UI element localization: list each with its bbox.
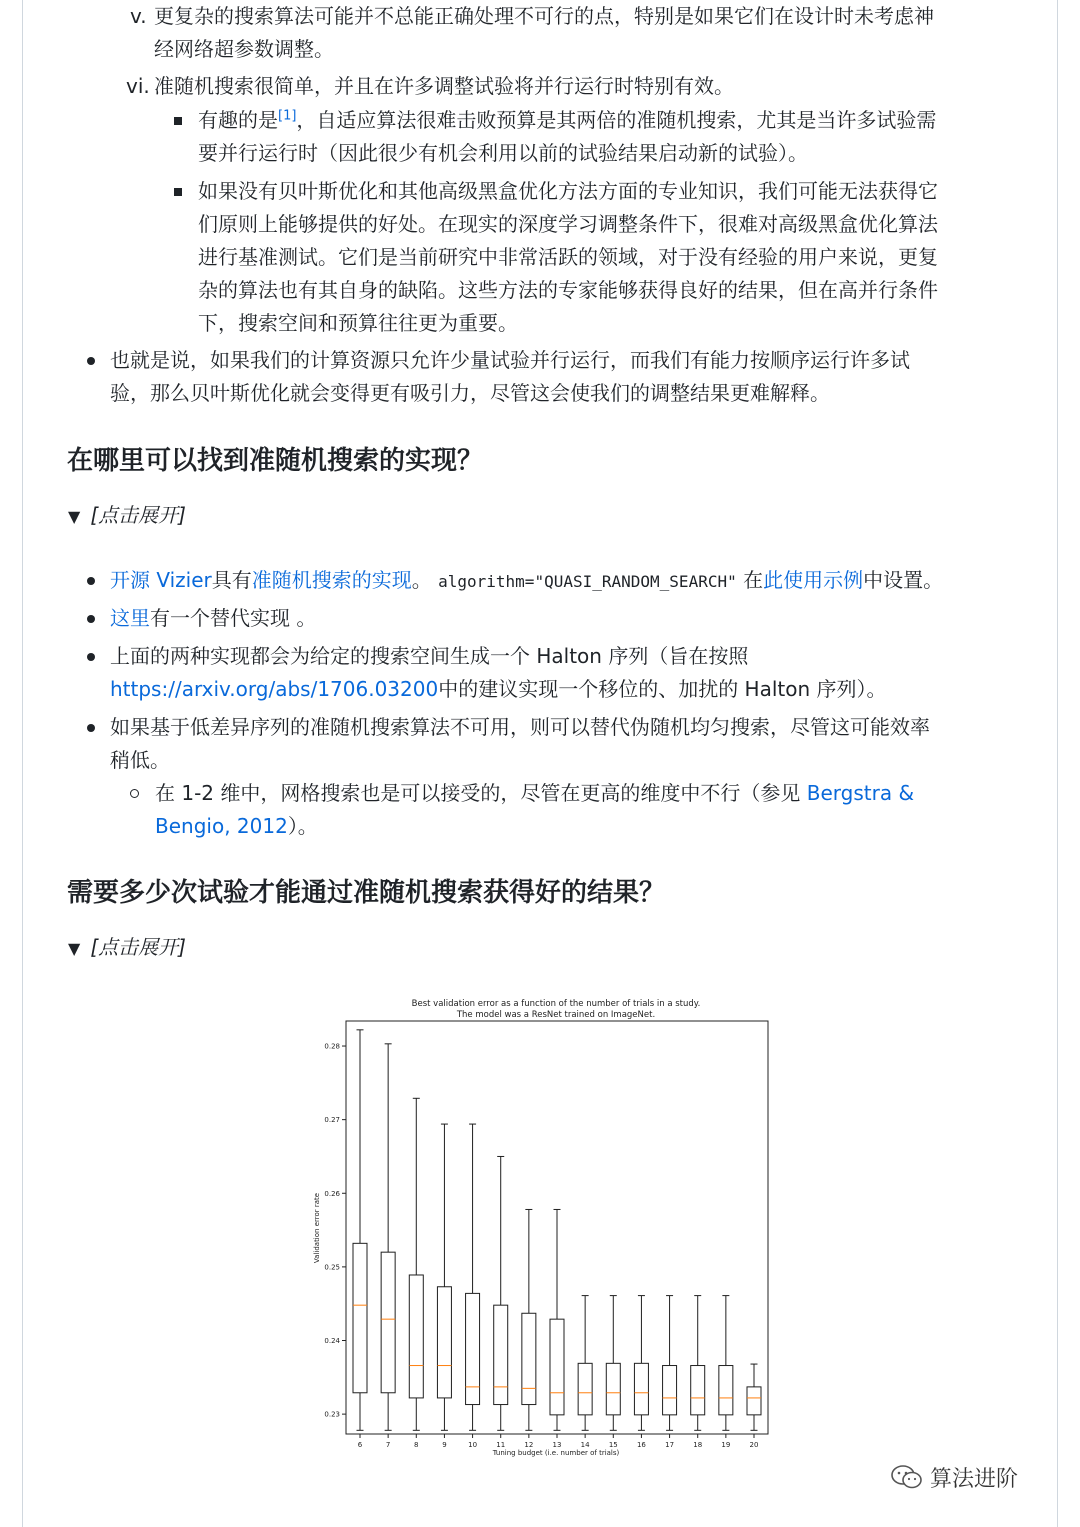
x-tick-label: 15 <box>608 1441 618 1449</box>
bullet-line2: 验，那么贝叶斯优化就会变得更有吸引力，尽管这会使我们的调整结果更难解释。 <box>110 381 830 405</box>
vizier-link[interactable]: 开源 Vizier <box>110 568 212 592</box>
impl-bullet-2-text: 有一个替代实现 。 <box>150 606 317 630</box>
circle-bullet-icon <box>130 789 139 798</box>
disc-bullet-icon <box>87 357 95 365</box>
sub-item-1-text-b: ，自适应算法很难击败预算是其两倍的准随机搜索，尤其是当许多试验需 <box>296 108 937 132</box>
y-tick-label: 0.25 <box>324 1263 340 1272</box>
box <box>663 1366 677 1415</box>
x-tick-label: 6 <box>357 1441 363 1449</box>
section-heading-implementations: 在哪里可以找到准随机搜索的实现？ <box>67 446 484 476</box>
box <box>466 1293 480 1404</box>
usage-example-link[interactable]: 此使用示例 <box>763 568 864 592</box>
list-item-v-line2: 经网络超参数调整。 <box>154 37 334 61</box>
box <box>409 1275 423 1398</box>
box <box>606 1363 620 1415</box>
disc-bullet-icon <box>87 724 95 732</box>
x-tick-label: 10 <box>468 1441 478 1449</box>
x-tick-label: 17 <box>665 1441 675 1449</box>
box <box>550 1319 564 1415</box>
bergstra-link-a[interactable]: Bergstra & <box>806 781 915 805</box>
y-tick-label: 0.27 <box>324 1116 340 1125</box>
chart-title: Best validation error as a function of the number of trials in a study. <box>411 999 701 1009</box>
box <box>691 1366 705 1415</box>
bergstra-link-b[interactable]: Bengio, 2012 <box>155 814 288 838</box>
box <box>494 1305 508 1404</box>
triangle-down-icon: ▼ <box>68 507 81 526</box>
x-tick-label: 7 <box>385 1441 391 1449</box>
x-tick-label: 12 <box>524 1441 534 1449</box>
details-toggle-1-label: [点击展开] <box>90 503 186 527</box>
triangle-down-icon: ▼ <box>68 939 81 958</box>
disc-bullet-icon <box>87 615 95 623</box>
alt-impl-link[interactable]: 这里 <box>110 606 150 630</box>
impl-bullet-1 <box>110 564 943 598</box>
sub-item-2-line2: 们原则上能够提供的好处。在现实的深度学习调整条件下，很难对高级黑盒优化算法 <box>198 212 938 236</box>
list-item-vi: 准随机搜索很简单，并且在许多调整试验将并行运行时特别有效。 <box>154 74 734 98</box>
section-heading-how-many-trials: 需要多少次试验才能通过准随机搜索获得好的结果？ <box>67 878 666 908</box>
x-tick-label: 19 <box>721 1441 731 1449</box>
details-toggle-2-label: [点击展开] <box>90 935 186 959</box>
sub-item-1-text-a: 有趣的是 <box>198 108 278 132</box>
x-tick-label: 9 <box>442 1441 447 1449</box>
watermark-text: 算法进阶 <box>930 1467 1019 1492</box>
grid-search-line1 <box>155 777 914 810</box>
box <box>522 1313 536 1404</box>
impl-bullet-3-line1: 上面的两种实现都会为给定的搜索空间生成一个 Halton 序列（旨在按照 <box>110 644 749 668</box>
impl-bullet-4-line2: 稍低。 <box>110 748 170 772</box>
details-toggle-1[interactable] <box>68 500 186 532</box>
watermark <box>890 1462 1018 1496</box>
list-item-v-line1: 更复杂的搜索算法可能并不总能正确处理不可行的点，特别是如果它们在设计时未考虑神 <box>154 4 934 28</box>
square-bullet-icon <box>174 188 182 196</box>
sub-item-2-line3: 进行基准测试。它们是当前研究中非常活跃的领域，对于没有经验的用户来说，更复 <box>198 245 938 269</box>
y-axis-label: Validation error rate <box>313 1192 321 1264</box>
square-bullet-icon <box>174 117 182 125</box>
y-tick-label: 0.23 <box>324 1410 340 1419</box>
chart-subtitle: The model was a ResNet trained on ImageNet. <box>456 1010 656 1020</box>
x-tick-label: 11 <box>496 1441 506 1449</box>
x-tick-label: 20 <box>749 1441 759 1449</box>
box <box>747 1387 761 1415</box>
sub-item-1-line2: 要并行运行时（因此很少有机会利用以前的试验结果启动新的试验）。 <box>198 141 808 165</box>
bullet-line1: 也就是说，如果我们的计算资源只允许少量试验并行运行，而我们有能力按顺序运行许多试 <box>110 348 910 372</box>
box <box>719 1366 733 1415</box>
footnote-ref-link[interactable]: [1] <box>278 108 297 124</box>
sub-item-2-line4: 杂的算法也有其自身的缺陷。这些方法的专家能够获得良好的结果，但在高并行条件 <box>198 278 938 302</box>
y-tick-label: 0.24 <box>324 1337 340 1346</box>
box <box>634 1363 648 1415</box>
impl-bullet-2 <box>110 602 316 635</box>
grid-search-line2 <box>155 810 318 843</box>
x-tick-label: 16 <box>636 1441 646 1449</box>
disc-bullet-icon <box>87 577 95 585</box>
list-marker-vi: vi. <box>126 74 150 98</box>
y-tick-label: 0.28 <box>324 1042 340 1051</box>
impl-bullet-4-line1: 如果基于低差异序列的准随机搜索算法不可用，则可以替代伪随机均匀搜索，尽管这可能效率 <box>110 715 930 739</box>
impl-bullet-1-text2: 。 <box>411 568 439 592</box>
y-tick-label: 0.26 <box>324 1189 340 1198</box>
x-tick-label: 18 <box>693 1441 703 1449</box>
boxplot-chart <box>300 990 790 1460</box>
x-tick-label: 13 <box>552 1441 562 1449</box>
details-toggle-2[interactable] <box>68 932 186 964</box>
grid-search-tail: ）。 <box>287 814 318 838</box>
sub-item-2-line5: 下，搜索空间和预算往往更为重要。 <box>198 311 518 335</box>
wechat-icon <box>890 1464 924 1496</box>
box <box>353 1243 367 1392</box>
impl-bullet-3-text: 中的建议实现一个移位的、加扰的 Halton 序列）。 <box>438 677 887 701</box>
x-tick-label: 8 <box>414 1441 419 1449</box>
grid-search-text: 在 1-2 维中，网格搜索也是可以接受的，尽管在更高的维度中不行（参见 <box>155 781 807 805</box>
list-marker-v: v. <box>130 4 147 28</box>
x-tick-label: 14 <box>580 1441 590 1449</box>
impl-bullet-3-line2 <box>110 673 887 706</box>
box <box>437 1287 451 1398</box>
box <box>381 1252 395 1393</box>
impl-bullet-1-text1: 具有 <box>211 568 252 592</box>
disc-bullet-icon <box>87 653 95 661</box>
sub-item-2-line1: 如果没有贝叶斯优化和其他高级黑盒优化方法方面的专业知识，我们可能无法获得它 <box>198 179 938 203</box>
arxiv-link[interactable]: https://arxiv.org/abs/1706.03200 <box>110 677 439 701</box>
quasi-random-impl-link[interactable]: 准随机搜索的实现 <box>251 568 412 592</box>
sub-item-1-line1 <box>198 104 936 137</box>
algorithm-code: algorithm="QUASI_RANDOM_SEARCH" <box>438 572 737 591</box>
box <box>578 1363 592 1415</box>
x-axis-label: Tuning budget (i.e. number of trials) <box>492 1449 620 1457</box>
impl-bullet-1-text4: 中设置。 <box>863 568 944 592</box>
impl-bullet-1-text3: 在 <box>736 568 764 592</box>
